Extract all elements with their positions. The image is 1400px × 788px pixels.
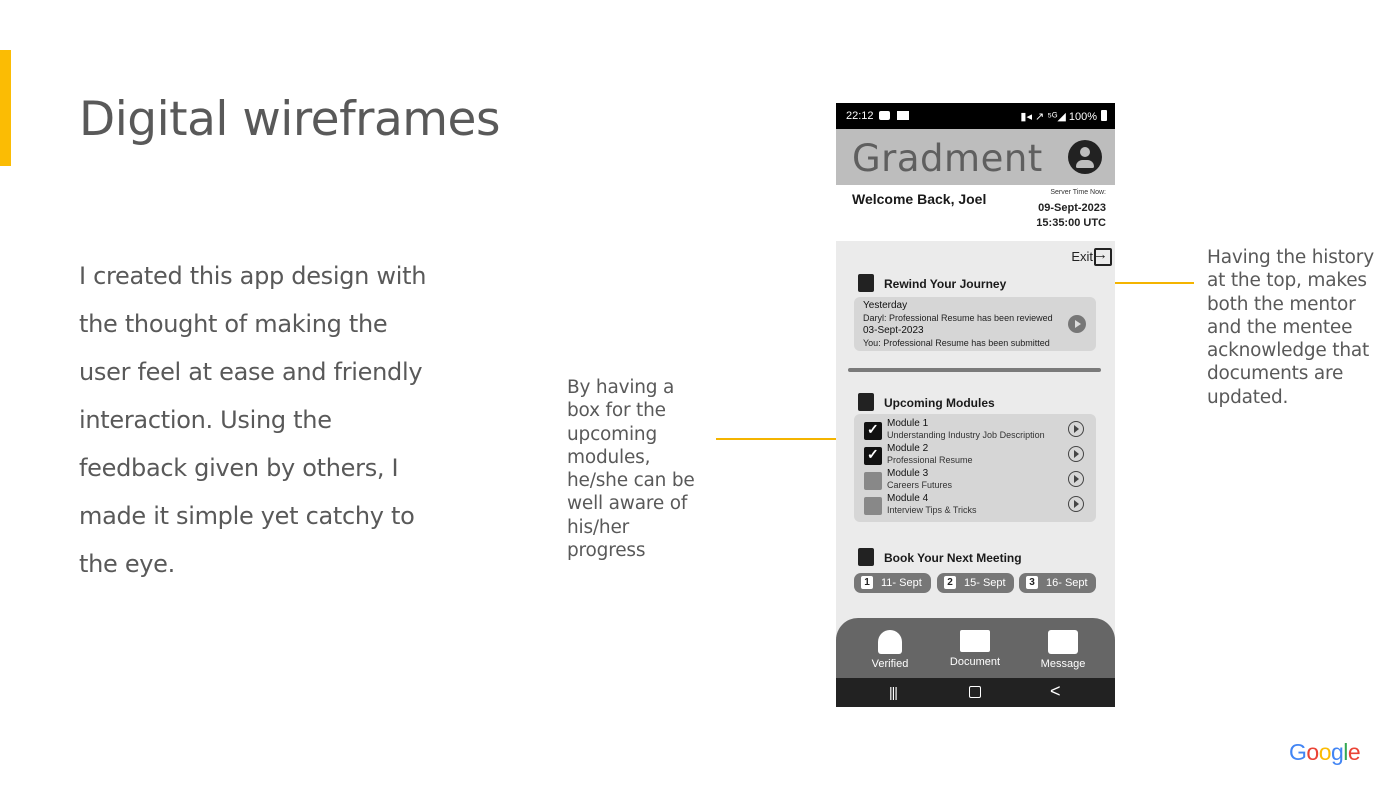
- module-subtitle: Interview Tips & Tricks: [887, 505, 977, 515]
- module-row[interactable]: [854, 418, 1096, 442]
- module-title: Module 1: [887, 418, 929, 429]
- modules-box: [854, 414, 1096, 522]
- server-date-value: 09-Sept-2023: [1038, 202, 1106, 214]
- play-icon[interactable]: [1068, 421, 1084, 437]
- slide-title: Digital wireframes: [79, 92, 500, 147]
- journey-entry: 03-Sept-2023: [863, 325, 924, 336]
- meeting-date-button[interactable]: [937, 573, 1014, 593]
- logo-letter: e: [1347, 739, 1361, 765]
- status-time: 22:12: [846, 110, 874, 122]
- module-row[interactable]: [854, 468, 1096, 492]
- section-divider: [848, 368, 1101, 372]
- annotation-right: Having the history at the top, makes both the mentor and the mentee acknowledge that documents are updated.: [1207, 247, 1374, 408]
- exit-button[interactable]: Exit: [1071, 249, 1093, 264]
- module-title: Module 4: [887, 493, 929, 504]
- logo-letter: o: [1318, 739, 1331, 765]
- exit-icon[interactable]: [1094, 248, 1112, 266]
- date-number: 3: [1026, 576, 1038, 589]
- nav-verified[interactable]: [855, 630, 925, 670]
- module-title: Module 2: [887, 443, 929, 454]
- home-icon[interactable]: [969, 686, 981, 698]
- nav-label: Document: [949, 656, 1001, 668]
- calendar-contact-icon: [858, 548, 874, 566]
- arrow-to-modules: [716, 438, 848, 440]
- battery-icon: [1101, 110, 1107, 121]
- logo-letter: l: [1343, 739, 1348, 765]
- date-number: 2: [944, 576, 956, 589]
- meeting-date-button[interactable]: [1019, 573, 1096, 593]
- play-icon[interactable]: [1068, 315, 1086, 333]
- phone-wireframe: [836, 103, 1115, 707]
- checkbox-icon[interactable]: [864, 447, 882, 465]
- module-subtitle: Professional Resume: [887, 455, 973, 465]
- meeting-date-button[interactable]: [854, 573, 931, 593]
- logo-letter: g: [1330, 739, 1344, 765]
- accent-bar: [0, 50, 11, 166]
- clipboard-icon: [858, 274, 874, 292]
- document-folder-icon: [960, 630, 990, 652]
- app-title: Gradment: [852, 137, 1043, 180]
- server-time-label: Server Time Now:: [1050, 189, 1106, 196]
- module-subtitle: Understanding Industry Job Description: [887, 430, 1045, 440]
- play-icon[interactable]: [1068, 496, 1084, 512]
- date-label: 15- Sept: [964, 577, 1006, 589]
- verified-user-icon: [878, 630, 902, 654]
- mail-notification-icon: [897, 111, 909, 120]
- nav-label: Message: [1040, 658, 1086, 670]
- meeting-title: Book Your Next Meeting: [884, 551, 1022, 565]
- back-icon[interactable]: <: [1050, 681, 1061, 701]
- module-row[interactable]: [854, 443, 1096, 467]
- annotation-left: By having a box for the upcoming modules, he/she can be well aware of his/her progress: [567, 377, 695, 562]
- server-time-value: 15:35:00 UTC: [1036, 217, 1106, 229]
- date-label: 11- Sept: [881, 577, 922, 589]
- play-icon[interactable]: [1068, 446, 1084, 462]
- date-number: 1: [861, 576, 873, 589]
- checkbox-icon[interactable]: [864, 497, 882, 515]
- module-title: Module 3: [887, 468, 929, 479]
- checkbox-icon[interactable]: [864, 472, 882, 490]
- journey-entry: Daryl: Professional Resume has been reviewed: [863, 313, 1053, 323]
- logo-letter: o: [1306, 739, 1319, 765]
- checklist-icon: [858, 393, 874, 411]
- module-row[interactable]: [854, 493, 1096, 517]
- recent-apps-icon[interactable]: |||: [889, 684, 897, 700]
- slide-body-text: I created this app design with the thought of making the user feel at ease and friendly interaction. Using the feedback given by others, I made it simple yet catchy to the eye.: [79, 262, 427, 578]
- message-icon: [1048, 630, 1078, 654]
- nav-message[interactable]: [1028, 630, 1098, 670]
- journey-entry: You: Professional Resume has been submitted: [863, 338, 1050, 348]
- app-header: [836, 129, 1115, 185]
- date-label: 16- Sept: [1046, 577, 1088, 589]
- checkbox-icon[interactable]: [864, 422, 882, 440]
- status-indicators: ▮◂ ↗ ⁵ᴳ◢ 100%: [1020, 111, 1097, 123]
- bottom-nav: [836, 618, 1115, 678]
- status-bar: [836, 103, 1115, 129]
- modules-title: Upcoming Modules: [884, 396, 995, 410]
- nav-document[interactable]: [940, 630, 1010, 668]
- journey-entry: Yesterday: [863, 300, 908, 311]
- journey-box[interactable]: [854, 297, 1096, 351]
- logo-letter: G: [1289, 739, 1307, 765]
- message-notification-icon: [879, 111, 890, 120]
- journey-title: Rewind Your Journey: [884, 277, 1007, 291]
- module-subtitle: Careers Futures: [887, 480, 953, 490]
- server-time: [1036, 201, 1106, 231]
- profile-icon[interactable]: [1068, 140, 1102, 174]
- welcome-text: Welcome Back, Joel: [852, 191, 987, 207]
- nav-label: Verified: [871, 658, 909, 670]
- system-nav-bar: [836, 678, 1115, 707]
- google-logo: [1289, 739, 1360, 766]
- welcome-area: [836, 185, 1115, 241]
- play-icon[interactable]: [1068, 471, 1084, 487]
